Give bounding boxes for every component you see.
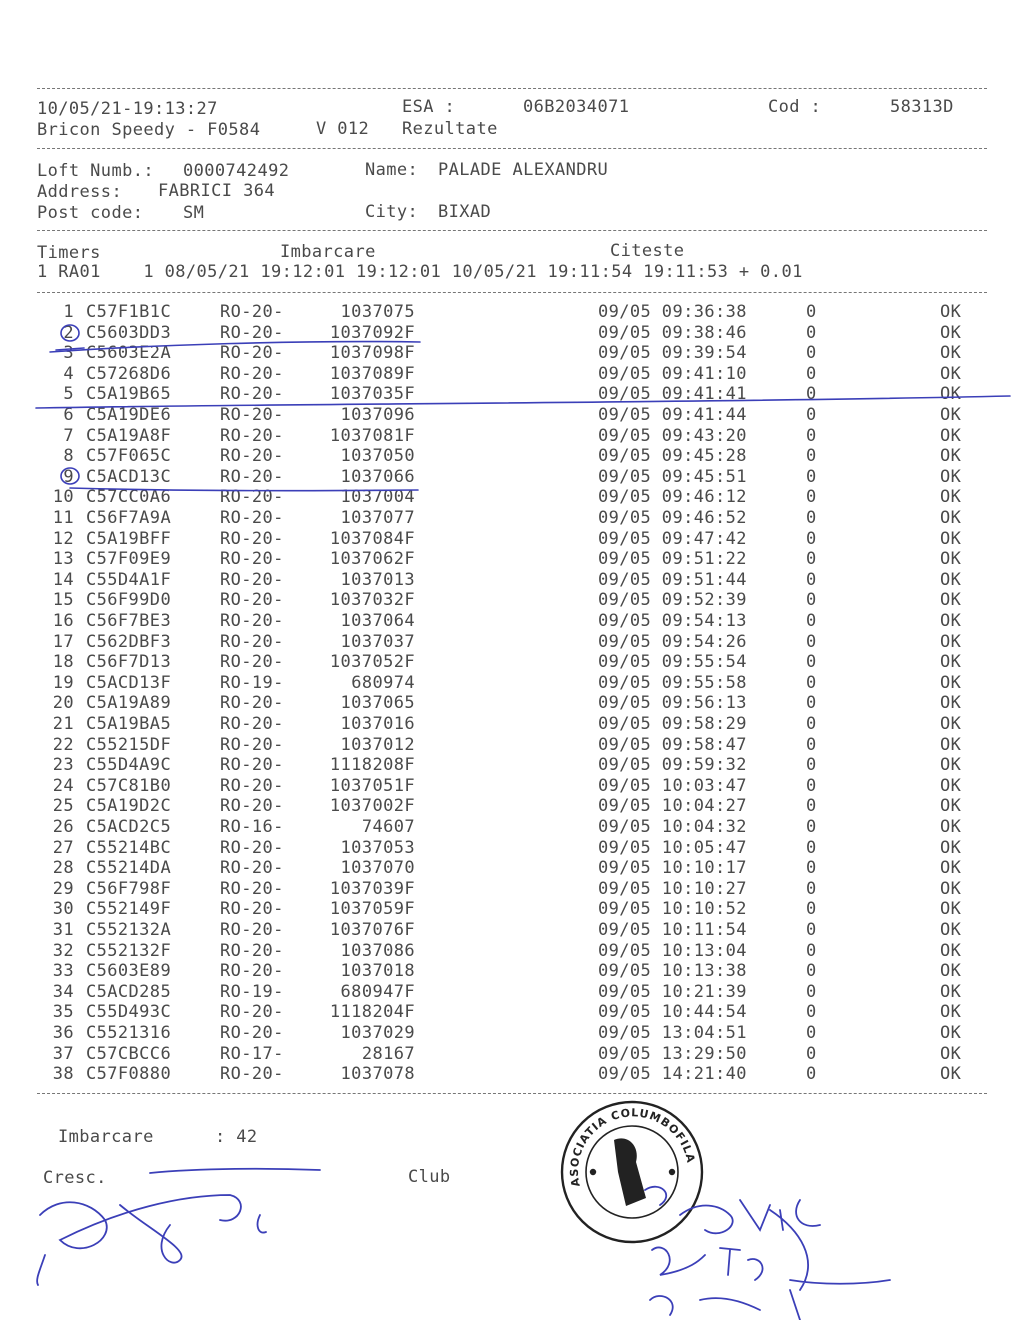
status-text: OK xyxy=(940,858,962,879)
row-number: 32 xyxy=(52,940,74,961)
row-number: 10 xyxy=(52,487,74,508)
zero-column: 0 xyxy=(806,961,817,982)
arrival-time: 09/05 09:51:22 xyxy=(598,549,747,570)
ring-prefix: RO-20- xyxy=(220,466,284,487)
arrival-time: 09/05 10:11:54 xyxy=(598,920,747,940)
ring-prefix: RO-20- xyxy=(220,631,284,652)
row-number: 27 xyxy=(52,837,74,858)
arrival-time: 09/05 10:13:38 xyxy=(598,961,747,982)
zero-column: 0 xyxy=(806,487,817,508)
row-number: 17 xyxy=(52,631,74,652)
status-text: OK xyxy=(940,920,962,940)
ring-prefix: RO-20- xyxy=(220,1064,284,1085)
arrival-time: 09/05 09:39:54 xyxy=(598,343,747,364)
row-number: 38 xyxy=(52,1064,74,1085)
ring-prefix: RO-20- xyxy=(220,920,284,940)
zero-column: 0 xyxy=(806,631,817,652)
ring-number: 1037018 xyxy=(340,961,415,982)
zero-column: 0 xyxy=(806,343,817,364)
ring-chip-id: C5A19BA5 xyxy=(86,714,172,734)
row-number: 13 xyxy=(52,549,74,570)
ring-prefix: RO-20- xyxy=(220,549,284,570)
report-datetime: 10/05/21-19:13:27 xyxy=(37,99,218,119)
ring-prefix: RO-20- xyxy=(220,384,284,405)
row-number: 34 xyxy=(52,981,74,1002)
status-text: OK xyxy=(940,672,962,693)
address-label: Address: xyxy=(37,182,123,202)
ring-prefix: RO-20- xyxy=(220,858,284,879)
timers-imbarcare-label: Imbarcare xyxy=(280,242,376,262)
row-number: 23 xyxy=(52,755,74,776)
ring-prefix: RO-20- xyxy=(220,961,284,982)
ring-chip-id: C552149F xyxy=(86,899,172,920)
city-value: BIXAD xyxy=(438,202,492,222)
breeder-signature xyxy=(37,1169,320,1285)
row-number: 15 xyxy=(52,590,74,611)
ring-prefix: RO-20- xyxy=(220,734,284,755)
ring-chip-id: C57F065C xyxy=(86,446,172,467)
zero-column: 0 xyxy=(806,837,817,858)
ring-chip-id: C5603E2A xyxy=(86,343,172,364)
ring-chip-id: C56F798F xyxy=(86,878,172,899)
ring-prefix: RO-20- xyxy=(220,899,284,920)
arrival-time: 09/05 09:55:58 xyxy=(598,672,747,693)
arrival-time: 09/05 09:56:13 xyxy=(598,693,747,714)
ring-number: 1037081F xyxy=(329,425,415,446)
ring-prefix: RO-20- xyxy=(220,487,284,508)
arrival-time: 09/05 09:41:44 xyxy=(598,405,747,425)
ring-number: 1037077 xyxy=(340,508,415,528)
ring-number: 1037076F xyxy=(329,920,415,940)
ring-number: 1037002F xyxy=(329,796,415,817)
status-text: OK xyxy=(940,611,962,631)
status-text: OK xyxy=(940,1023,962,1043)
arrival-time: 09/05 09:43:20 xyxy=(598,425,747,446)
row-number: 33 xyxy=(52,961,74,982)
arrival-time: 09/05 09:54:26 xyxy=(598,631,747,652)
ring-number: 1037035F xyxy=(329,384,415,405)
ring-prefix: RO-20- xyxy=(220,940,284,961)
zero-column: 0 xyxy=(806,322,817,343)
row-number: 37 xyxy=(52,1043,74,1064)
row-number: 20 xyxy=(52,693,74,714)
status-text: OK xyxy=(940,775,962,796)
ring-chip-id: C55D493C xyxy=(86,1002,172,1023)
status-text: OK xyxy=(940,714,962,734)
ring-prefix: RO-20- xyxy=(220,508,284,528)
arrival-time: 09/05 10:03:47 xyxy=(598,775,747,796)
zero-column: 0 xyxy=(806,940,817,961)
status-text: OK xyxy=(940,487,962,508)
esa-label: ESA : xyxy=(402,97,456,117)
ring-number: 1037029 xyxy=(340,1023,415,1043)
ring-chip-id: C5A19A8F xyxy=(86,425,172,446)
address-value: FABRICI 364 xyxy=(158,181,275,201)
arrival-time: 09/05 09:58:47 xyxy=(598,734,747,755)
ring-number: 1037075 xyxy=(340,302,415,322)
zero-column: 0 xyxy=(806,878,817,899)
ring-chip-id: C56F99D0 xyxy=(86,590,172,611)
arrival-time: 09/05 09:51:44 xyxy=(598,569,747,590)
status-text: OK xyxy=(940,549,962,570)
zero-column: 0 xyxy=(806,508,817,528)
row-number: 28 xyxy=(52,858,74,879)
ring-chip-id: C57F0880 xyxy=(86,1064,172,1085)
row-number: 22 xyxy=(52,734,74,755)
ring-prefix: RO-20- xyxy=(220,1023,284,1043)
status-text: OK xyxy=(940,837,962,858)
zero-column: 0 xyxy=(806,672,817,693)
zero-column: 0 xyxy=(806,384,817,405)
ring-number: 1118208F xyxy=(329,755,415,776)
name-value: PALADE ALEXANDRU xyxy=(438,160,609,180)
arrival-time: 09/05 09:41:41 xyxy=(598,384,747,405)
zero-column: 0 xyxy=(806,899,817,920)
status-text: OK xyxy=(940,755,962,776)
ring-number: 1037012 xyxy=(340,734,415,755)
ring-number: 680947F xyxy=(340,981,415,1002)
status-text: OK xyxy=(940,1002,962,1023)
status-text: OK xyxy=(940,569,962,590)
row-number: 9 xyxy=(63,466,74,487)
ring-prefix: RO-16- xyxy=(220,817,284,837)
status-text: OK xyxy=(940,1043,962,1064)
ring-chip-id: C562DBF3 xyxy=(86,631,172,652)
ring-number: 1037016 xyxy=(340,714,415,734)
device-name: Bricon Speedy - F0584 xyxy=(37,120,261,140)
postcode-label: Post code: xyxy=(37,203,144,223)
status-text: OK xyxy=(940,734,962,755)
ring-chip-id: C57268D6 xyxy=(86,363,172,384)
ring-prefix: RO-20- xyxy=(220,302,284,322)
ring-chip-id: C57CBCC6 xyxy=(86,1043,172,1064)
status-text: OK xyxy=(940,631,962,652)
status-text: OK xyxy=(940,508,962,528)
ring-chip-id: C55D4A1F xyxy=(86,569,172,590)
row-number: 1 xyxy=(63,302,74,322)
row-number: 6 xyxy=(63,405,74,425)
row-number: 7 xyxy=(63,425,74,446)
zero-column: 0 xyxy=(806,425,817,446)
status-text: OK xyxy=(940,425,962,446)
arrival-time: 09/05 09:55:54 xyxy=(598,652,747,673)
arrival-time: 09/05 09:46:12 xyxy=(598,487,747,508)
status-text: OK xyxy=(940,817,962,837)
ring-number: 1037013 xyxy=(340,569,415,590)
arrival-time: 09/05 13:04:51 xyxy=(598,1023,747,1043)
zero-column: 0 xyxy=(806,466,817,487)
row-number: 19 xyxy=(52,672,74,693)
city-label: City: xyxy=(365,202,419,222)
status-text: OK xyxy=(940,302,962,322)
ring-chip-id: C5603DD3 xyxy=(86,322,172,343)
status-text: OK xyxy=(940,961,962,982)
ring-number: 28167 xyxy=(361,1043,415,1064)
association-stamp xyxy=(562,1102,702,1242)
ring-chip-id: C5ACD13F xyxy=(86,672,172,693)
row-number: 8 xyxy=(63,446,74,467)
postcode-value: SM xyxy=(183,203,205,223)
ring-number: 1037092F xyxy=(329,322,415,343)
ring-chip-id: C5603E89 xyxy=(86,961,172,982)
ring-chip-id: C56F7A9A xyxy=(86,508,172,528)
footer-imbarcare-value: : 42 xyxy=(215,1127,258,1147)
status-text: OK xyxy=(940,343,962,364)
row-number: 18 xyxy=(52,652,74,673)
arrival-time: 09/05 10:05:47 xyxy=(598,837,747,858)
ring-number: 1037078 xyxy=(340,1064,415,1085)
row-number: 21 xyxy=(52,714,74,734)
zero-column: 0 xyxy=(806,652,817,673)
arrival-time: 09/05 10:13:04 xyxy=(598,940,747,961)
ring-prefix: RO-20- xyxy=(220,652,284,673)
name-label: Name: xyxy=(365,160,419,180)
zero-column: 0 xyxy=(806,528,817,549)
club-signature xyxy=(645,1187,890,1320)
status-text: OK xyxy=(940,322,962,343)
zero-column: 0 xyxy=(806,796,817,817)
row-number: 14 xyxy=(52,569,74,590)
status-text: OK xyxy=(940,466,962,487)
loft-value: 0000742492 xyxy=(183,161,290,181)
ring-number: 1037066 xyxy=(340,466,415,487)
arrival-time: 09/05 09:45:28 xyxy=(598,446,747,467)
ring-chip-id: C5ACD285 xyxy=(86,981,172,1002)
esa-value: 06B2034071 xyxy=(523,97,630,117)
arrival-time: 09/05 09:38:46 xyxy=(598,322,747,343)
row-number: 26 xyxy=(52,817,74,837)
arrival-time: 09/05 09:58:29 xyxy=(598,714,747,734)
zero-column: 0 xyxy=(806,1064,817,1085)
row-number: 36 xyxy=(52,1023,74,1043)
ring-chip-id: C5ACD2C5 xyxy=(86,817,172,837)
cod-value: 58313D xyxy=(890,97,954,117)
status-text: OK xyxy=(940,693,962,714)
ring-number: 1037084F xyxy=(329,528,415,549)
zero-column: 0 xyxy=(806,693,817,714)
status-text: OK xyxy=(940,652,962,673)
row-number: 11 xyxy=(52,508,74,528)
row-number: 25 xyxy=(52,796,74,817)
ring-number: 1037050 xyxy=(340,446,415,467)
zero-column: 0 xyxy=(806,549,817,570)
ring-number: 1037039F xyxy=(329,878,415,899)
ring-number: 1037065 xyxy=(340,693,415,714)
status-text: OK xyxy=(940,796,962,817)
ring-prefix: RO-20- xyxy=(220,343,284,364)
zero-column: 0 xyxy=(806,1023,817,1043)
ring-prefix: RO-20- xyxy=(220,775,284,796)
ring-chip-id: C552132F xyxy=(86,940,172,961)
ring-number: 1037053 xyxy=(340,837,415,858)
timers-row: 1 RA01 1 08/05/21 19:12:01 19:12:01 10/05/21 19:11:54 19:11:53 + 0.01 xyxy=(37,262,803,282)
ring-number: 1118204F xyxy=(329,1002,415,1023)
arrival-time: 09/05 10:10:52 xyxy=(598,899,747,920)
arrival-time: 09/05 09:47:42 xyxy=(598,528,747,549)
arrival-time: 09/05 09:36:38 xyxy=(598,302,747,322)
row-number: 16 xyxy=(52,611,74,631)
row-number: 3 xyxy=(63,343,74,364)
arrival-time: 09/05 10:44:54 xyxy=(598,1002,747,1023)
ring-number: 1037051F xyxy=(329,775,415,796)
ring-chip-id: C5521316 xyxy=(86,1023,172,1043)
row-number: 2 xyxy=(63,322,74,343)
zero-column: 0 xyxy=(806,405,817,425)
cod-label: Cod : xyxy=(768,97,822,117)
ring-prefix: RO-20- xyxy=(220,405,284,425)
arrival-time: 09/05 09:46:52 xyxy=(598,508,747,528)
zero-column: 0 xyxy=(806,775,817,796)
zero-column: 0 xyxy=(806,858,817,879)
ring-chip-id: C5A19D2C xyxy=(86,796,172,817)
status-text: OK xyxy=(940,878,962,899)
ring-prefix: RO-20- xyxy=(220,528,284,549)
report-title: Rezultate xyxy=(402,119,498,139)
zero-column: 0 xyxy=(806,363,817,384)
ring-chip-id: C5A19B65 xyxy=(86,384,172,405)
arrival-time: 09/05 09:45:51 xyxy=(598,466,747,487)
ring-number: 1037098F xyxy=(329,343,415,364)
status-text: OK xyxy=(940,528,962,549)
ring-chip-id: C552132A xyxy=(86,920,172,940)
status-text: OK xyxy=(940,940,962,961)
zero-column: 0 xyxy=(806,817,817,837)
ring-prefix: RO-20- xyxy=(220,425,284,446)
ring-prefix: RO-20- xyxy=(220,796,284,817)
arrival-time: 09/05 09:54:13 xyxy=(598,611,747,631)
arrival-time: 09/05 09:52:39 xyxy=(598,590,747,611)
row-number: 12 xyxy=(52,528,74,549)
ring-prefix: RO-20- xyxy=(220,590,284,611)
ring-prefix: RO-19- xyxy=(220,672,284,693)
row-number: 35 xyxy=(52,1002,74,1023)
ring-chip-id: C57F09E9 xyxy=(86,549,172,570)
ring-number: 1037059F xyxy=(329,899,415,920)
ring-prefix: RO-19- xyxy=(220,981,284,1002)
arrival-time: 09/05 10:04:32 xyxy=(598,817,747,837)
device-version: V 012 xyxy=(316,119,370,139)
ring-number: 1037089F xyxy=(329,363,415,384)
ring-number: 1037037 xyxy=(340,631,415,652)
ring-number: 680974 xyxy=(351,672,415,693)
club-label: Club xyxy=(408,1167,451,1187)
ring-number: 1037064 xyxy=(340,611,415,631)
zero-column: 0 xyxy=(806,1043,817,1064)
ring-prefix: RO-20- xyxy=(220,878,284,899)
timers-citeste-label: Citeste xyxy=(610,241,685,261)
ring-chip-id: C55D4A9C xyxy=(86,755,172,776)
ring-chip-id: C55214DA xyxy=(86,858,172,879)
row-number: 29 xyxy=(52,878,74,899)
ring-chip-id: C5A19A89 xyxy=(86,693,172,714)
ring-number: 1037070 xyxy=(340,858,415,879)
zero-column: 0 xyxy=(806,755,817,776)
arrival-time: 09/05 10:21:39 xyxy=(598,981,747,1002)
arrival-time: 09/05 10:10:27 xyxy=(598,878,747,899)
ring-prefix: RO-20- xyxy=(220,714,284,734)
ring-prefix: RO-20- xyxy=(220,446,284,467)
ring-chip-id: C5A19DE6 xyxy=(86,405,172,425)
arrival-time: 09/05 10:04:27 xyxy=(598,796,747,817)
ring-chip-id: C56F7D13 xyxy=(86,652,172,673)
ring-prefix: RO-20- xyxy=(220,322,284,343)
ring-number: 1037086 xyxy=(340,940,415,961)
status-text: OK xyxy=(940,1064,962,1085)
ring-prefix: RO-20- xyxy=(220,363,284,384)
ring-prefix: RO-20- xyxy=(220,837,284,858)
row-number: 24 xyxy=(52,775,74,796)
status-text: OK xyxy=(940,446,962,467)
ring-chip-id: C55215DF xyxy=(86,734,172,755)
ring-number: 1037032F xyxy=(329,590,415,611)
row-number: 4 xyxy=(63,363,74,384)
status-text: OK xyxy=(940,363,962,384)
zero-column: 0 xyxy=(806,569,817,590)
ring-prefix: RO-20- xyxy=(220,1002,284,1023)
row-number: 30 xyxy=(52,899,74,920)
ring-number: 1037052F xyxy=(329,652,415,673)
ring-number: 1037004 xyxy=(340,487,415,508)
arrival-time: 09/05 14:21:40 xyxy=(598,1064,747,1085)
arrival-time: 09/05 09:59:32 xyxy=(598,755,747,776)
ring-chip-id: C57CC0A6 xyxy=(86,487,172,508)
ring-chip-id: C5ACD13C xyxy=(86,466,172,487)
ring-prefix: RO-20- xyxy=(220,611,284,631)
ring-prefix: RO-17- xyxy=(220,1043,284,1064)
row-number: 31 xyxy=(52,920,74,940)
zero-column: 0 xyxy=(806,590,817,611)
ring-prefix: RO-20- xyxy=(220,755,284,776)
status-text: OK xyxy=(940,899,962,920)
zero-column: 0 xyxy=(806,611,817,631)
ring-chip-id: C55214BC xyxy=(86,837,172,858)
status-text: OK xyxy=(940,981,962,1002)
zero-column: 0 xyxy=(806,1002,817,1023)
status-text: OK xyxy=(940,384,962,405)
arrival-time: 09/05 10:10:17 xyxy=(598,858,747,879)
handwritten-signatures xyxy=(37,1169,890,1320)
ring-chip-id: C57F1B1C xyxy=(86,302,172,322)
ring-chip-id: C57C81B0 xyxy=(86,775,172,796)
ring-chip-id: C56F7BE3 xyxy=(86,611,172,631)
ring-number: 1037096 xyxy=(340,405,415,425)
zero-column: 0 xyxy=(806,734,817,755)
row-number: 5 xyxy=(63,384,74,405)
ring-chip-id: C5A19BFF xyxy=(86,528,172,549)
zero-column: 0 xyxy=(806,302,817,322)
status-text: OK xyxy=(940,590,962,611)
ring-number: 1037062F xyxy=(329,549,415,570)
status-text: OK xyxy=(940,405,962,425)
arrival-time: 09/05 13:29:50 xyxy=(598,1043,747,1064)
zero-column: 0 xyxy=(806,981,817,1002)
zero-column: 0 xyxy=(806,446,817,467)
cresc-label: Cresc. xyxy=(43,1168,107,1188)
ring-prefix: RO-20- xyxy=(220,569,284,590)
svg-text:ASOCIATIA COLUMBOFILA: ASOCIATIA COLUMBOFILA xyxy=(567,1106,698,1188)
zero-column: 0 xyxy=(806,714,817,734)
timers-label: Timers xyxy=(37,243,101,263)
loft-label: Loft Numb.: xyxy=(37,161,154,181)
ring-prefix: RO-20- xyxy=(220,693,284,714)
ring-number: 74607 xyxy=(361,817,415,837)
footer-imbarcare-label: Imbarcare xyxy=(58,1127,154,1147)
zero-column: 0 xyxy=(806,920,817,940)
arrival-time: 09/05 09:41:10 xyxy=(598,363,747,384)
